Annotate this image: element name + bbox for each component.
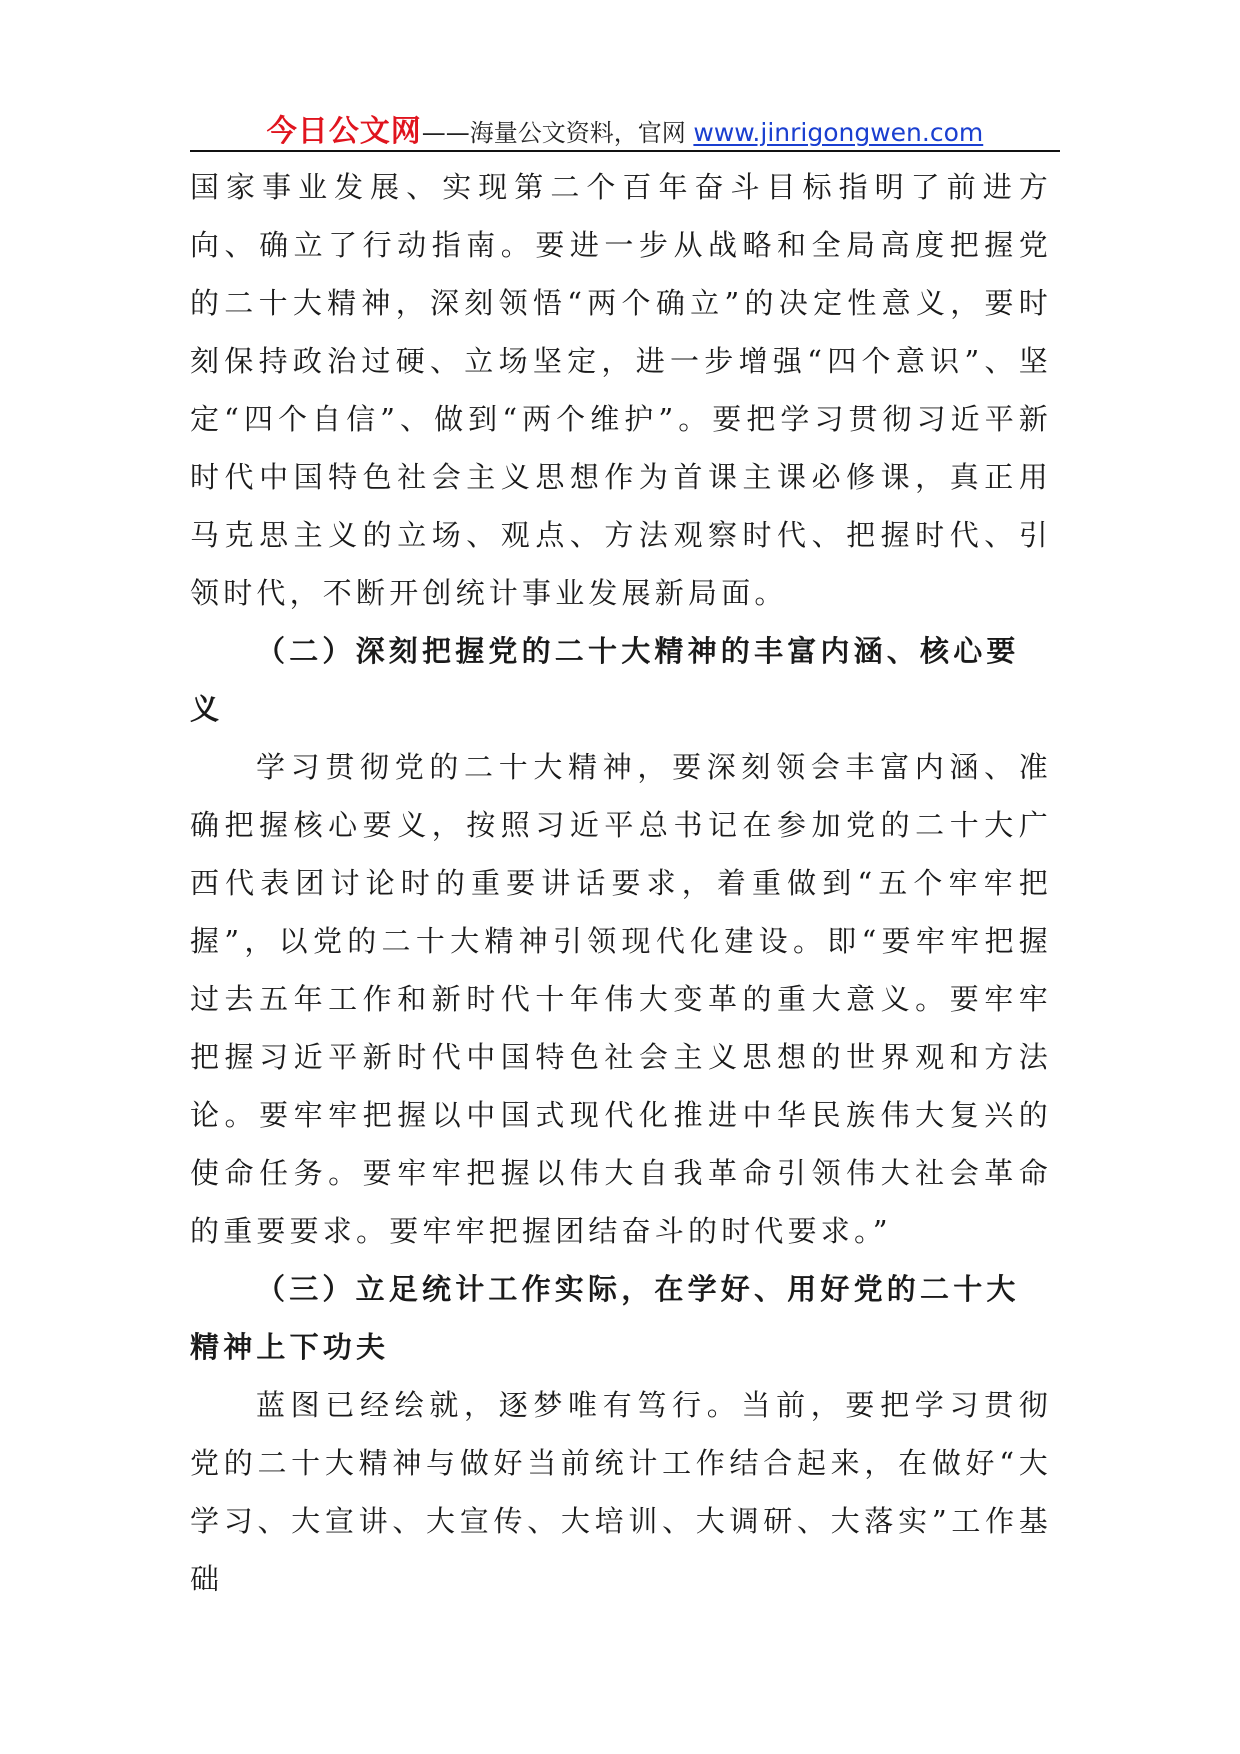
site-brand: 今日公文网 [266,114,422,149]
paragraph-section-2: 学习贯彻党的二十大精神，要深刻领会丰富内涵、准确把握核心要义，按照习近平总书记在参加党的二十大广西代表团讨论时的重要讲话要求，着重做到“五个牢牢把握”，以党的二十大精神引领现代化建设。即“要牢牢把握过去五年工作和新时代十年伟大变革的重大意义。要牢牢把握习近平新时代中国特色社会主义思想的世界观和方法论。要牢牢把握以中国式现代化推进中华民族伟大复兴的使命任务。要牢牢把握以伟大自我革命引领伟大社会革命的重要要求。要牢牢把握团结奋斗的时代要求。” [190,750,1052,1248]
header-divider [190,150,1060,152]
site-slogan: ——海量公文资料，官网 [421,119,694,147]
site-url-link[interactable]: www.jinrigongwen.com [693,118,984,147]
section-heading-3: （三）立足统计工作实际，在学好、用好党的二十大精神上下功夫 [190,1272,1020,1364]
paragraph-section-3: 蓝图已经绘就，逐梦唯有笃行。当前，要把学习贯彻党的二十大精神与做好当前统计工作结合起来，在做好“大学习、大宣讲、大宣传、大培训、大调研、大落实”工作基础 [190,1388,1052,1596]
document-body [190,158,1052,1608]
site-header [190,106,1060,152]
section-heading-2: （二）深刻把握党的二十大精神的丰富内涵、核心要义 [190,634,1020,726]
paragraph-continued: 国家事业发展、实现第二个百年奋斗目标指明了前进方向、确立了行动指南。要进一步从战略和全局高度把握党的二十大精神，深刻领悟“两个确立”的决定性意义，要时刻保持政治过硬、立场坚定，进一步增强“四个意识”、坚定“四个自信”、做到“两个维护”。要把学习贯彻习近平新时代中国特色社会主义思想作为首课主课必修课，真正用马克思主义的立场、观点、方法观察时代、把握时代、引领时代，不断开创统计事业发展新局面。 [190,170,1052,610]
